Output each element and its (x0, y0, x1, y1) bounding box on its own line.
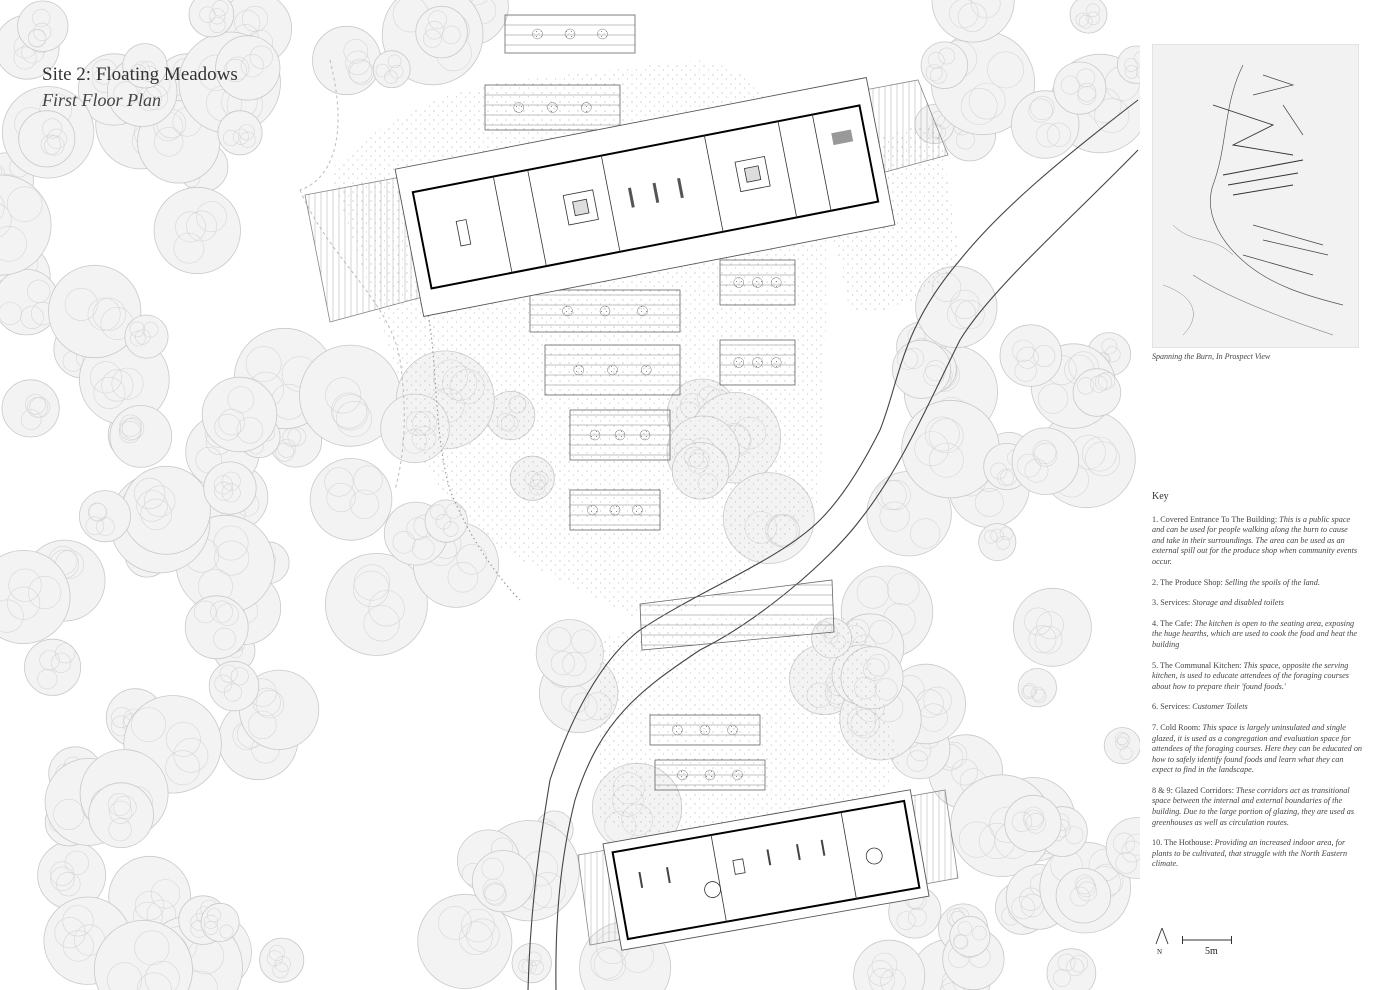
key-heading: Key (1152, 491, 1169, 502)
tree-canopy (536, 620, 603, 687)
tree-canopy (921, 42, 968, 89)
key-item (1152, 578, 1362, 589)
key-item (1152, 661, 1362, 693)
key-item-text: Storage and disabled toilets (1192, 598, 1284, 608)
tree-canopy (512, 943, 551, 982)
key-item (1152, 598, 1362, 609)
tree-canopy (201, 903, 239, 941)
key-item-text: The kitchen is open to the seating area, exposing the huge hearths, which are used to cook the food and heat the building (1152, 618, 1358, 649)
garden-bed (655, 760, 765, 790)
tree-canopy (892, 340, 950, 398)
drawing-subtitle: First Floor Plan (42, 90, 162, 110)
sketch-caption: Spanning the Burn, In Prospect View (1152, 352, 1271, 361)
tree-canopy (1018, 669, 1056, 707)
key-item-text: Selling the spoils of the land. (1224, 577, 1320, 587)
scale-bar (1182, 936, 1232, 944)
tree-canopy (202, 377, 277, 452)
tree-canopy (79, 491, 130, 542)
tree-canopy (218, 111, 262, 155)
key-item (1152, 838, 1362, 870)
tree-canopy (24, 639, 80, 695)
key-item-text: This space is largely uninsulated and single glazed, it is used as a congregation and evaluation space for attendees of the foraging courses. Here they can be educated on how to safely identify found foods and learn what they can expect to find in the landscape. (1152, 722, 1363, 775)
key-item (1152, 723, 1362, 776)
garden-bed (485, 85, 620, 130)
garden-bed (545, 345, 680, 395)
tree-canopy (19, 111, 75, 167)
key-item (1152, 702, 1362, 713)
tree-canopy (1047, 949, 1096, 990)
tree-canopy (1005, 795, 1061, 851)
tree-canopy (185, 596, 248, 659)
tree-canopy (122, 466, 210, 554)
key-item-text: Providing an increased indoor area, for plants to be cultivated, that struggle with the North Eastern climate. (1152, 838, 1348, 869)
key-panel (1152, 492, 1362, 880)
tree-canopy (416, 6, 468, 58)
key-item-label: 4. The Cafe: (1152, 618, 1193, 628)
garden-bed (570, 490, 660, 530)
drawing-title: Site 2: Floating Meadows (42, 64, 238, 85)
key-item-text: Customer Toilets (1192, 702, 1248, 712)
tree-canopy (1104, 728, 1140, 764)
tree-canopy (1070, 0, 1107, 33)
tree-canopy (204, 462, 256, 514)
prospect-sketch (1152, 44, 1359, 348)
tree-canopy (260, 938, 304, 982)
key-item-text: These corridors act as transitional space between the internal and external boundaries of the building. Due to the large portion of glazing, they are used as greenhouses as well as circulation routes. (1152, 785, 1355, 827)
scale-label: 5m (1205, 946, 1218, 957)
key-item-text: This is a public space and can be used for people walking along the burn to cause and take in their surroundings. The area can be used as an external spill out for the produce shop when community events occur. (1152, 514, 1358, 566)
tree-canopy (125, 315, 168, 358)
tree-canopy (1013, 588, 1091, 666)
north-label: N (1157, 948, 1163, 956)
tree-canopy (18, 1, 68, 51)
key-item-text: This space, opposite the serving kitchen, is used to educate attendees of the foraging courses about how to prepare their 'found foods.' (1152, 660, 1349, 691)
tree-canopy (950, 916, 990, 956)
tree-canopy (979, 524, 1016, 561)
tree-canopy (325, 553, 427, 655)
tree-canopy (472, 851, 533, 912)
tree-canopy (1073, 369, 1121, 417)
key-item (1152, 619, 1362, 651)
garden-bed (650, 715, 760, 745)
key-item-label: 8 & 9: Glazed Corridors: (1152, 785, 1234, 795)
garden-bed (720, 260, 795, 305)
tree-canopy (1056, 868, 1111, 923)
tree-canopy (89, 783, 154, 848)
garden-bed (570, 410, 670, 460)
key-item-label: 1. Covered Entrance To The Building: (1152, 514, 1278, 524)
tree-canopy (1054, 62, 1106, 114)
key-item-label: 10. The Hothouse: (1152, 838, 1213, 848)
garden-bed (720, 340, 795, 385)
tree-canopy (902, 400, 1000, 498)
tree-canopy (313, 26, 381, 94)
tree-canopy (854, 940, 925, 990)
key-item-label: 5. The Communal Kitchen: (1152, 660, 1242, 670)
tree-canopy (310, 459, 392, 541)
tree-canopy (1000, 325, 1062, 387)
tree-canopy (154, 187, 240, 273)
key-item-label: 3. Services: (1152, 598, 1191, 608)
garden-bed (505, 15, 635, 53)
sketch-drawing (1153, 45, 1358, 347)
key-item-label: 2. The Produce Shop: (1152, 577, 1223, 587)
tree-canopy (1012, 428, 1079, 495)
tree-canopy (373, 51, 410, 88)
key-item (1152, 786, 1362, 828)
key-item-label: 6. Services: (1152, 702, 1191, 712)
key-item (1152, 515, 1362, 568)
garden-bed (530, 290, 680, 332)
key-item-label: 7. Cold Room: (1152, 722, 1201, 732)
tree-canopy (2, 380, 59, 437)
tree-canopy (209, 661, 259, 711)
tree-canopy (110, 406, 172, 468)
